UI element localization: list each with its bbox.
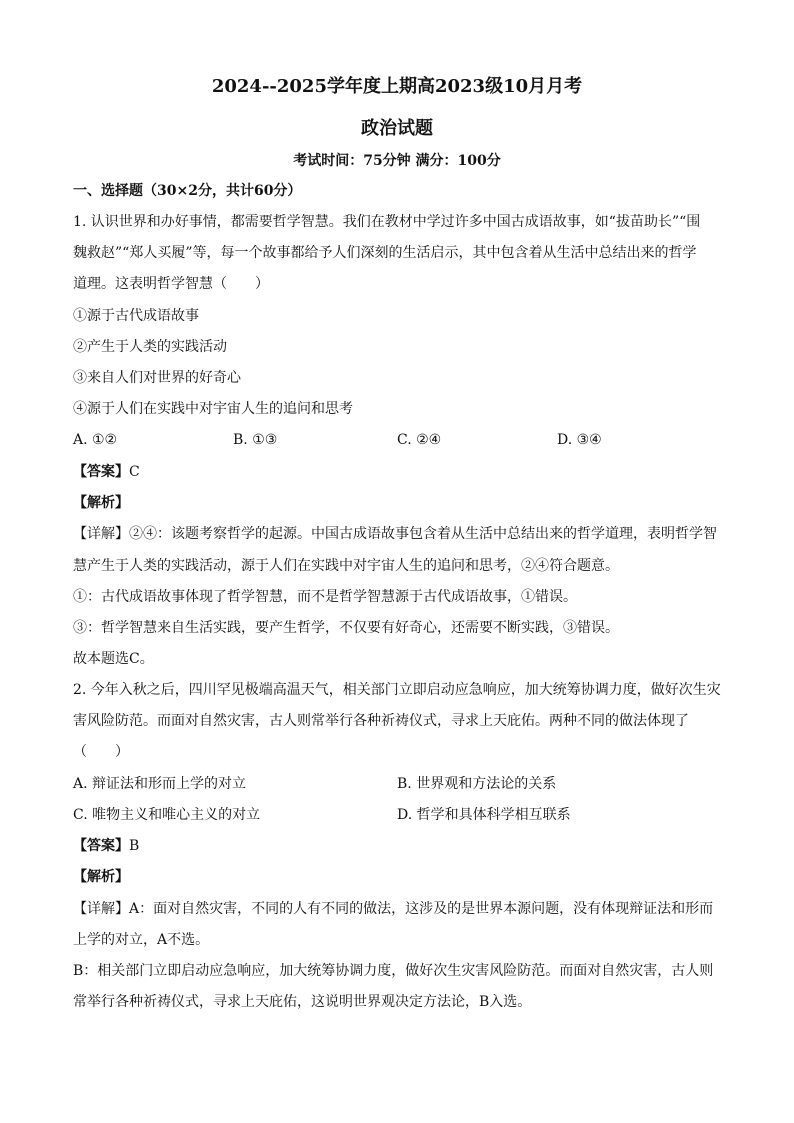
q1-answer-label: 【答案】 [73,464,129,480]
q1-statement-3: ③来自人们对世界的好奇心 [73,370,241,386]
q1-answer [73,462,140,482]
exam-info: 考试时间：75分钟 满分：100分 [293,153,501,169]
q1-detail-line-4: ③：哲学智慧来自生活实践，要产生哲学，不仅要有好奇心，还需要不断实践，③错误。 [73,620,619,636]
q2-detail-line-2: 上学的对立，A不选。 [73,932,210,948]
q1-statement-1: ①源于古代成语故事 [73,308,199,324]
q2-answer [73,836,139,856]
q1-option-a: A. ①② [73,432,118,448]
q2-option-a: A. 辩证法和形而上学的对立 [73,776,247,792]
section-heading: 一、选择题（30×2分，共计60分） [73,183,302,199]
q1-answer-value: C [129,464,140,480]
q1-stem-line-3: 道理。这表明哲学智慧（ ） [73,276,269,292]
q1-option-d: D. ③④ [557,432,602,448]
q1-detail-line-2: 慧产生于人类的实践活动，源于人们在实践中对宇宙人生的追问和思考，②④符合题意。 [73,558,619,574]
subject-title: 政治试题 [361,118,433,139]
q2-stem-line-1: 2. 今年入秋之后，四川罕见极端高温天气，相关部门立即启动应急响应，加大统筹协调力度，做好次生灾 [73,682,721,698]
q1-option-c: C. ②④ [397,432,442,448]
q2-detail-line-3: B：相关部门立即启动应急响应，加大统筹协调力度，做好次生灾害风险防范。而面对自然灾害，古人则 [73,963,714,979]
q2-answer-label: 【答案】 [73,838,129,854]
q2-option-b: B. 世界观和方法论的关系 [397,776,557,792]
q1-detail-line-3: ①：古代成语故事体现了哲学智慧，而不是哲学智慧源于古代成语故事，①错误。 [73,589,577,605]
q2-option-c: C. 唯物主义和唯心主义的对立 [73,807,261,823]
q2-option-d: D. 哲学和具体科学相互联系 [397,807,571,823]
q2-detail-line-1: 【详解】A：面对自然灾害，不同的人有不同的做法，这涉及的是世界本源问题，没有体现辩证法和形而 [73,901,714,917]
q1-option-b: B. ①③ [233,432,278,448]
q1-stem-line-1: 1. 认识世界和办好事情，都需要哲学智慧。我们在教材中学过许多中国古成语故事，如“拔苗助长”“围 [73,214,701,230]
q2-stem-line-2: 害风险防范。而面对自然灾害，古人则常举行各种祈祷仪式，寻求上天庇佑。两种不同的做法体现了 [73,713,689,729]
q2-detail-line-4: 常举行各种祈祷仪式，寻求上天庇佑，这说明世界观决定方法论，B入选。 [73,994,532,1010]
q2-answer-value: B [129,838,140,854]
q1-stem-line-2: 魏救赵”“郑人买履”等，每一个故事都给予人们深刻的生活启示，其中包含着从生活中总结出来的哲学 [73,245,697,261]
q1-statement-2: ②产生于人类的实践活动 [73,339,227,355]
exam-title: 2024--2025学年度上期高2023级10月月考 [211,76,583,97]
q1-detail-line-5: 故本题选C。 [73,651,154,667]
q2-stem-line-3: （ ） [73,744,129,760]
q1-analysis-label: 【解析】 [73,495,129,511]
q1-detail-line-1: 【详解】②④：该题考察哲学的起源。中国古成语故事包含着从生活中总结出来的哲学道理，表明哲学智 [73,526,717,542]
q1-statement-4: ④源于人们在实践中对宇宙人生的追问和思考 [73,401,353,417]
q2-analysis-label: 【解析】 [73,869,129,885]
